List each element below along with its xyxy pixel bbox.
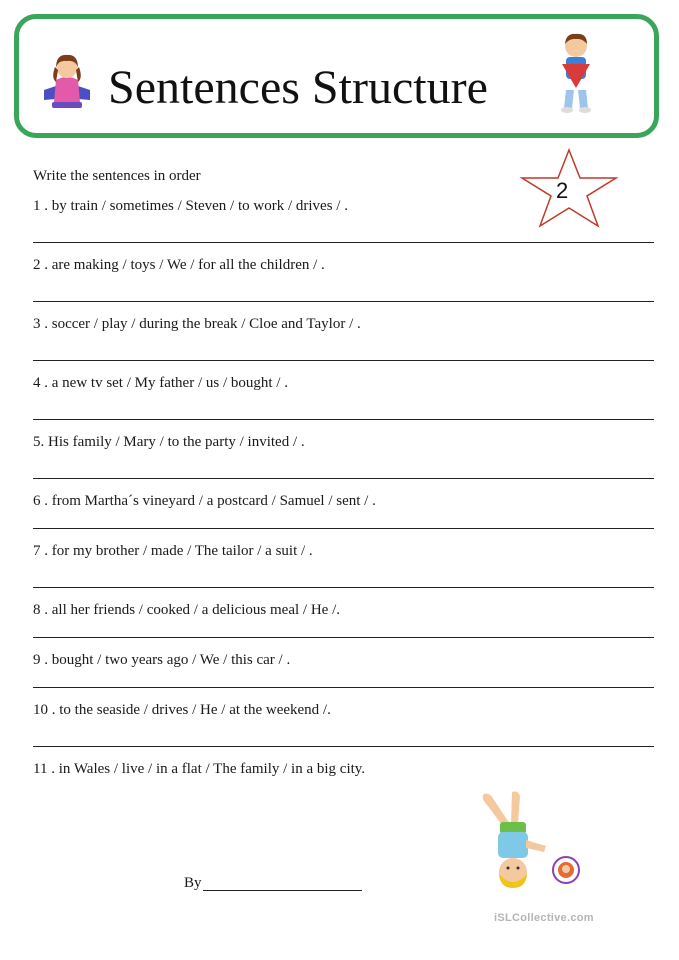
answer-line[interactable] xyxy=(33,528,654,529)
sentence-item: 5. His family / Mary / to the party / invited / . xyxy=(33,434,305,450)
answer-line[interactable] xyxy=(33,419,654,420)
answer-line[interactable] xyxy=(33,637,654,638)
answer-line[interactable] xyxy=(33,478,654,479)
answer-line[interactable] xyxy=(33,587,654,588)
sentence-item: 3 . soccer / play / during the break / Cloe and Taylor / . xyxy=(33,316,361,332)
boy-with-sign-clipart xyxy=(552,30,600,116)
badge-number: 2 xyxy=(556,178,569,203)
sentence-item: 1 . by train / sometimes / Steven / to work / drives / . xyxy=(33,198,348,214)
answer-line[interactable] xyxy=(33,242,654,243)
sentence-item: 4 . a new tv set / My father / us / bought / . xyxy=(33,375,288,391)
answer-line[interactable] xyxy=(33,687,654,688)
sentence-item: 2 . are making / toys / We / for all the children / . xyxy=(33,257,325,273)
sentence-item: 11 . in Wales / live / in a flat / The family / in a big city. xyxy=(33,761,366,777)
sentence-item: 10 . to the seaside / drives / He / at the weekend /. xyxy=(33,702,331,718)
logo-icon xyxy=(551,855,581,885)
name-line[interactable] xyxy=(203,890,362,891)
sentence-item: 8 . all her friends / cooked / a delicious meal / He /. xyxy=(33,602,340,618)
answer-line[interactable] xyxy=(33,301,654,302)
sentence-item: 6 . from Martha´s vineyard / a postcard / Samuel / sent / . xyxy=(33,493,376,509)
answer-line[interactable] xyxy=(33,360,654,361)
watermark: iSLCollective.com xyxy=(494,912,594,924)
sentence-item: 7 . for my brother / made / The tailor / a suit / . xyxy=(33,543,313,559)
upside-down-boy-clipart xyxy=(474,788,554,892)
page-title: Sentences Structure xyxy=(108,61,488,114)
instructions: Write the sentences in order xyxy=(33,168,201,184)
by-label: By xyxy=(184,875,202,891)
sentence-item: 9 . bought / two years ago / We / this car / . xyxy=(33,652,291,668)
answer-line[interactable] xyxy=(33,746,654,747)
star-icon xyxy=(518,148,620,228)
girl-reading-clipart xyxy=(36,50,98,112)
